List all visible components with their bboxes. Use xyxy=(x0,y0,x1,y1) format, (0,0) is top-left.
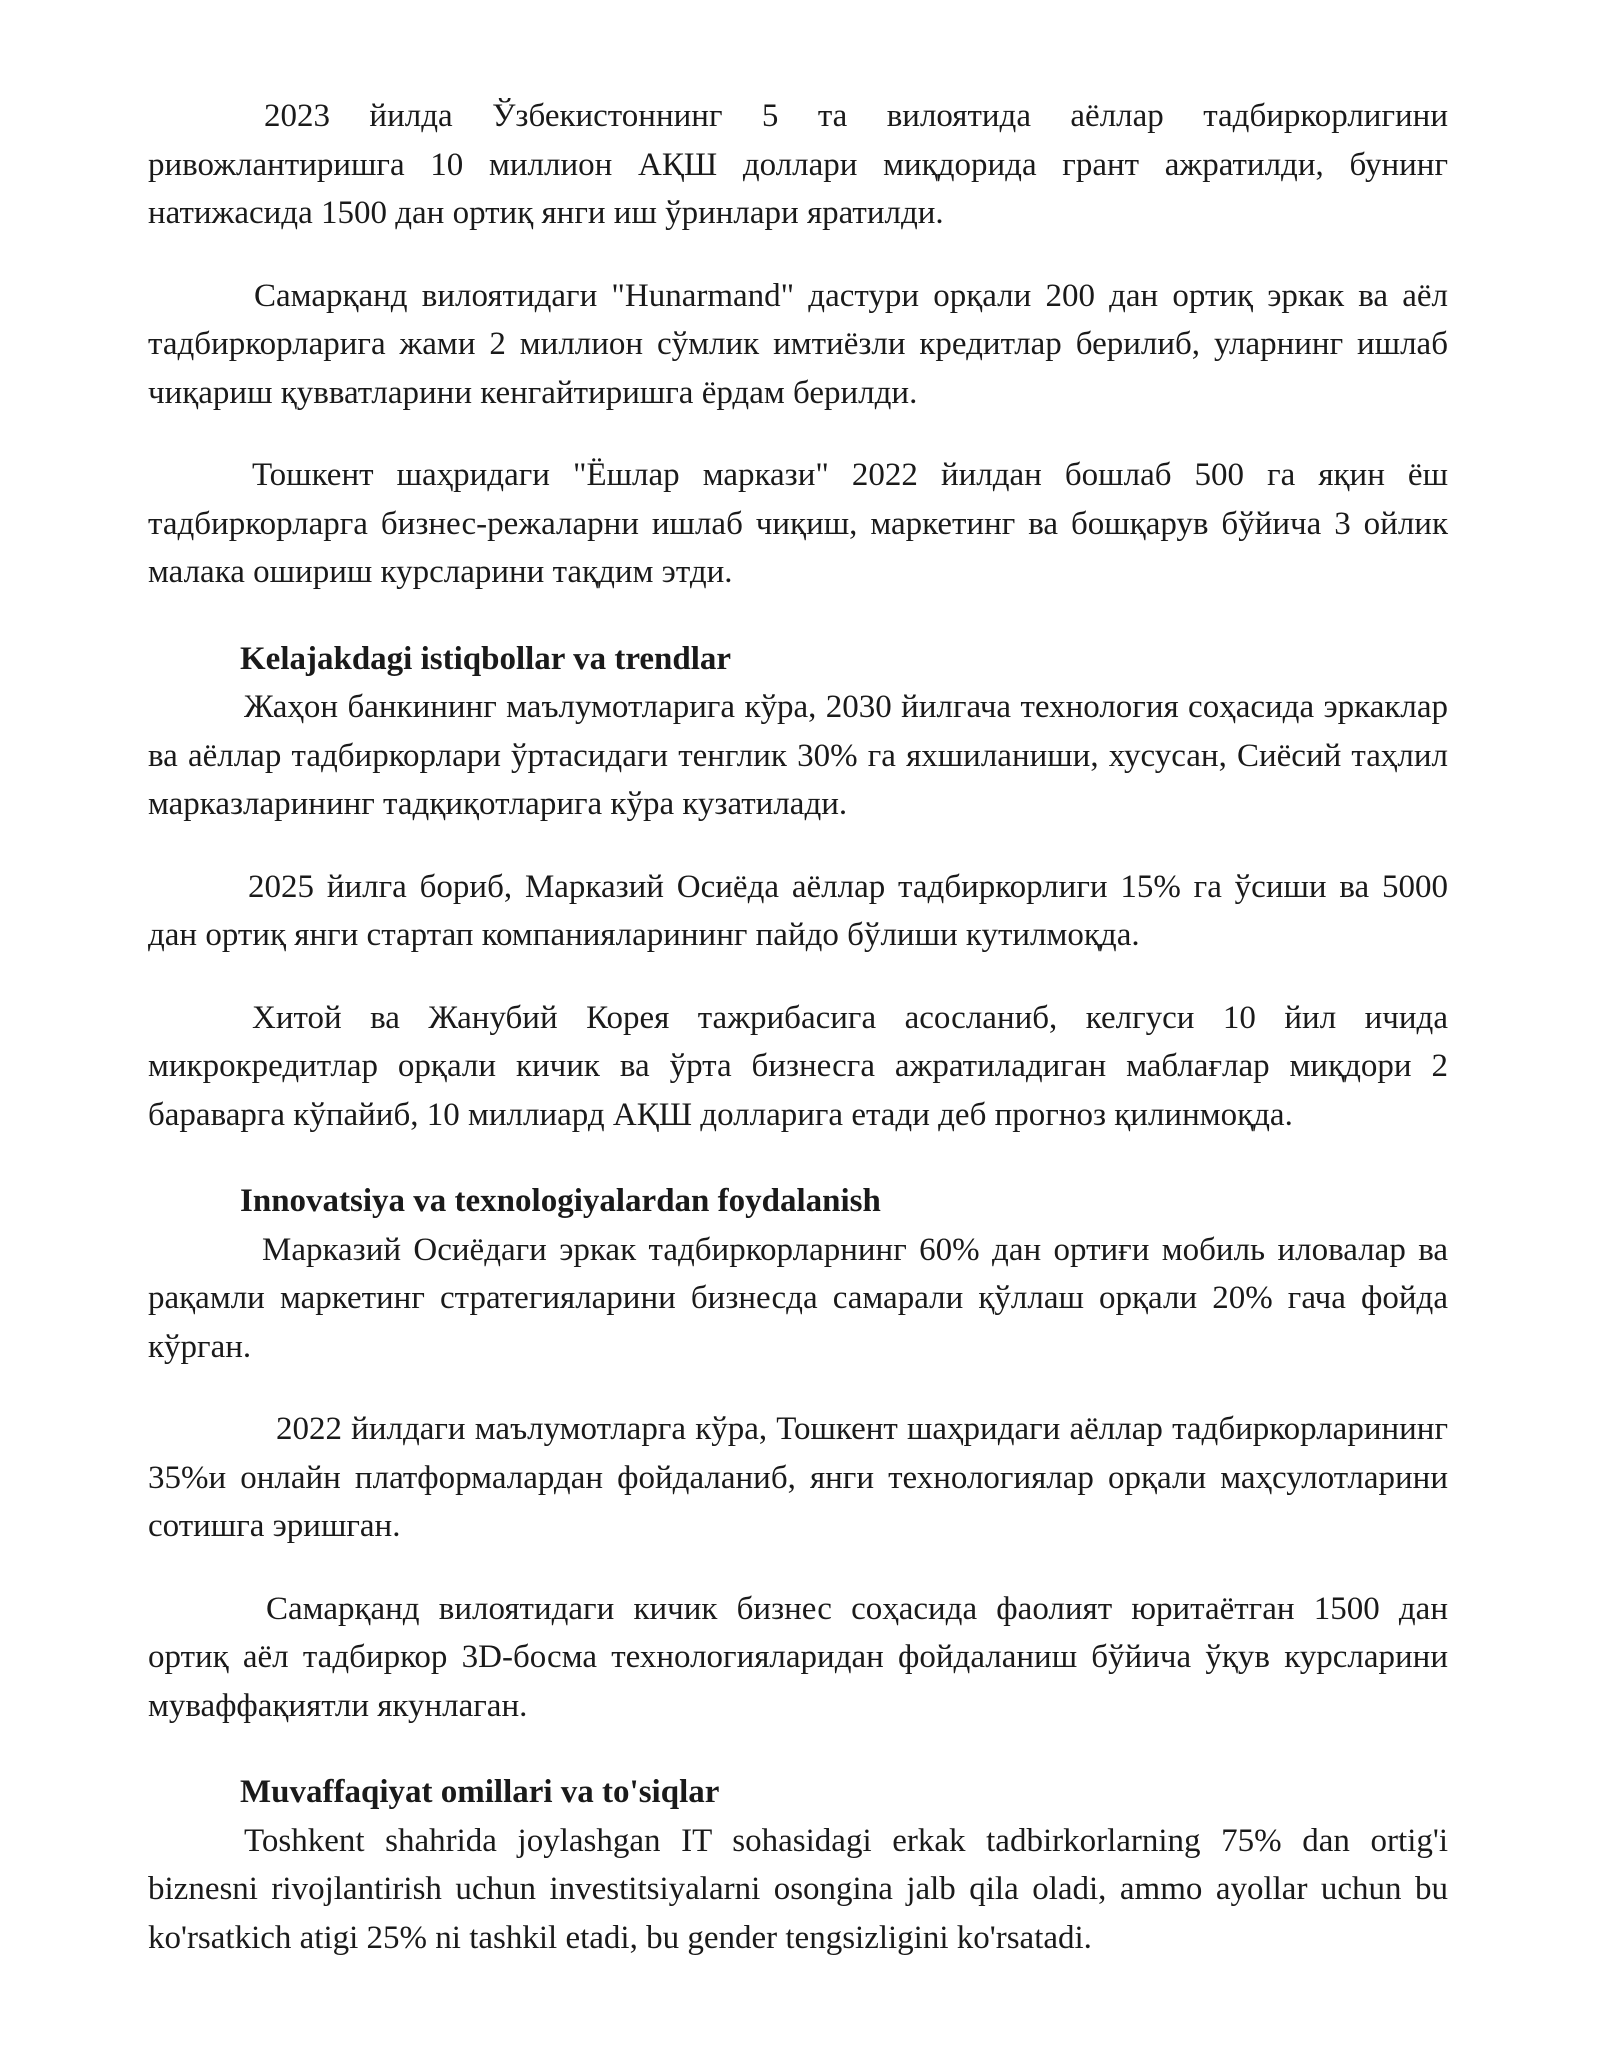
heading-success-factors: Muvaffaqiyat omillari va to'siqlar xyxy=(240,1774,720,1810)
paragraph-it-investment: Toshkent shahrida joylashgan IT sohasidagi erkak tadbirkorlarning 75% dan ortig'i biznesni rivojlantirish uchun investitsiyalarni osongina jalb qila oladi, ammo ayollar uchun bu ko'rsatkich atigi 25% ni tashkil etadi, bu gender tengsizligini ko'rsatadi. xyxy=(148,1822,1448,1956)
document-page xyxy=(148,92,1448,1962)
paragraph-hunarmand-program: Самарқанд вилоятидаги "Hunarmand" дастури орқали 200 дан ортиқ эркак ва аёл тадбиркорларига жами 2 миллион сўмлик имтиёзли кредитлар берилиб, уларнинг ишлаб чиқариш қувватларини кенгайтиришга ёрдам берилди. xyxy=(148,277,1448,411)
paragraph-youth-center: Тошкент шаҳридаги "Ёшлар маркази" 2022 йилдан бошлаб 500 га яқин ёш тадбиркорларга бизнес-режаларни ишлаб чиқиш, маркетинг ва бошқарув бўйича 3 ойлик малака ошириш курсларини тақдим этди. xyxy=(148,457,1448,590)
heading-innovation: Innovatsiya va texnologiyalardan foydalanish xyxy=(240,1183,881,1219)
paragraph-world-bank: Жаҳон банкининг маълумотларига кўра, 2030 йилгача технология соҳасида эркаклар ва аёллар тадбиркорлари ўртасидаги тенглик 30% га яхшиланиши, хусусан, Сиёсий таҳлил марказларининг тадқиқотларига кўра кузатилади. xyxy=(148,689,1448,822)
paragraph-online-platforms: 2022 йилдаги маълумотларга кўра, Тошкент шаҳридаги аёллар тадбиркорларининг 35%и онлайн платформалардан фойдаланиб, янги технологиялар орқали маҳсулотларини сотишга эришган. xyxy=(148,1411,1448,1544)
paragraph-mobile-apps: Марказий Осиёдаги эркак тадбиркорларнинг 60% дан ортиғи мобиль иловалар ва рақамли маркетинг стратегияларини бизнесда самарали қўллаш орқали 20% гача фойда кўрган. xyxy=(148,1231,1448,1365)
paragraph-grant-2023: 2023 йилда Ўзбекистоннинг 5 та вилоятида аёллар тадбиркорлигини ривожлантиришга 10 миллион АҚШ доллари миқдорида грант ажратилди, бунинг натижасида 1500 дан ортиқ янги иш ўринлари яратилди. xyxy=(148,98,1448,231)
paragraph-central-asia-2025: 2025 йилга бориб, Марказий Осиёда аёллар тадбиркорлиги 15% га ўсиши ва 5000 дан ортиқ янги стартап компанияларининг пайдо бўлиши кутилмоқда. xyxy=(148,868,1448,953)
heading-future-prospects: Kelajakdagi istiqbollar va trendlar xyxy=(240,640,732,677)
paragraph-3d-printing: Самарқанд вилоятидаги кичик бизнес соҳасида фаолият юритаётган 1500 дан ортиқ аёл тадбиркор 3D-босма технологияларидан фойдаланиш бўйича ўқув курсларини муваффақиятли якунлаган. xyxy=(148,1590,1448,1724)
paragraph-china-korea: Хитой ва Жанубий Корея тажрибасига асосланиб, келгуси 10 йил ичида микрокредитлар орқали кичик ва ўрта бизнесга ажратиладиган маблағлар миқдори 2 бараварга кўпайиб, 10 миллиард АҚШ долларига етади деб прогноз қилинмоқда. xyxy=(148,999,1448,1133)
